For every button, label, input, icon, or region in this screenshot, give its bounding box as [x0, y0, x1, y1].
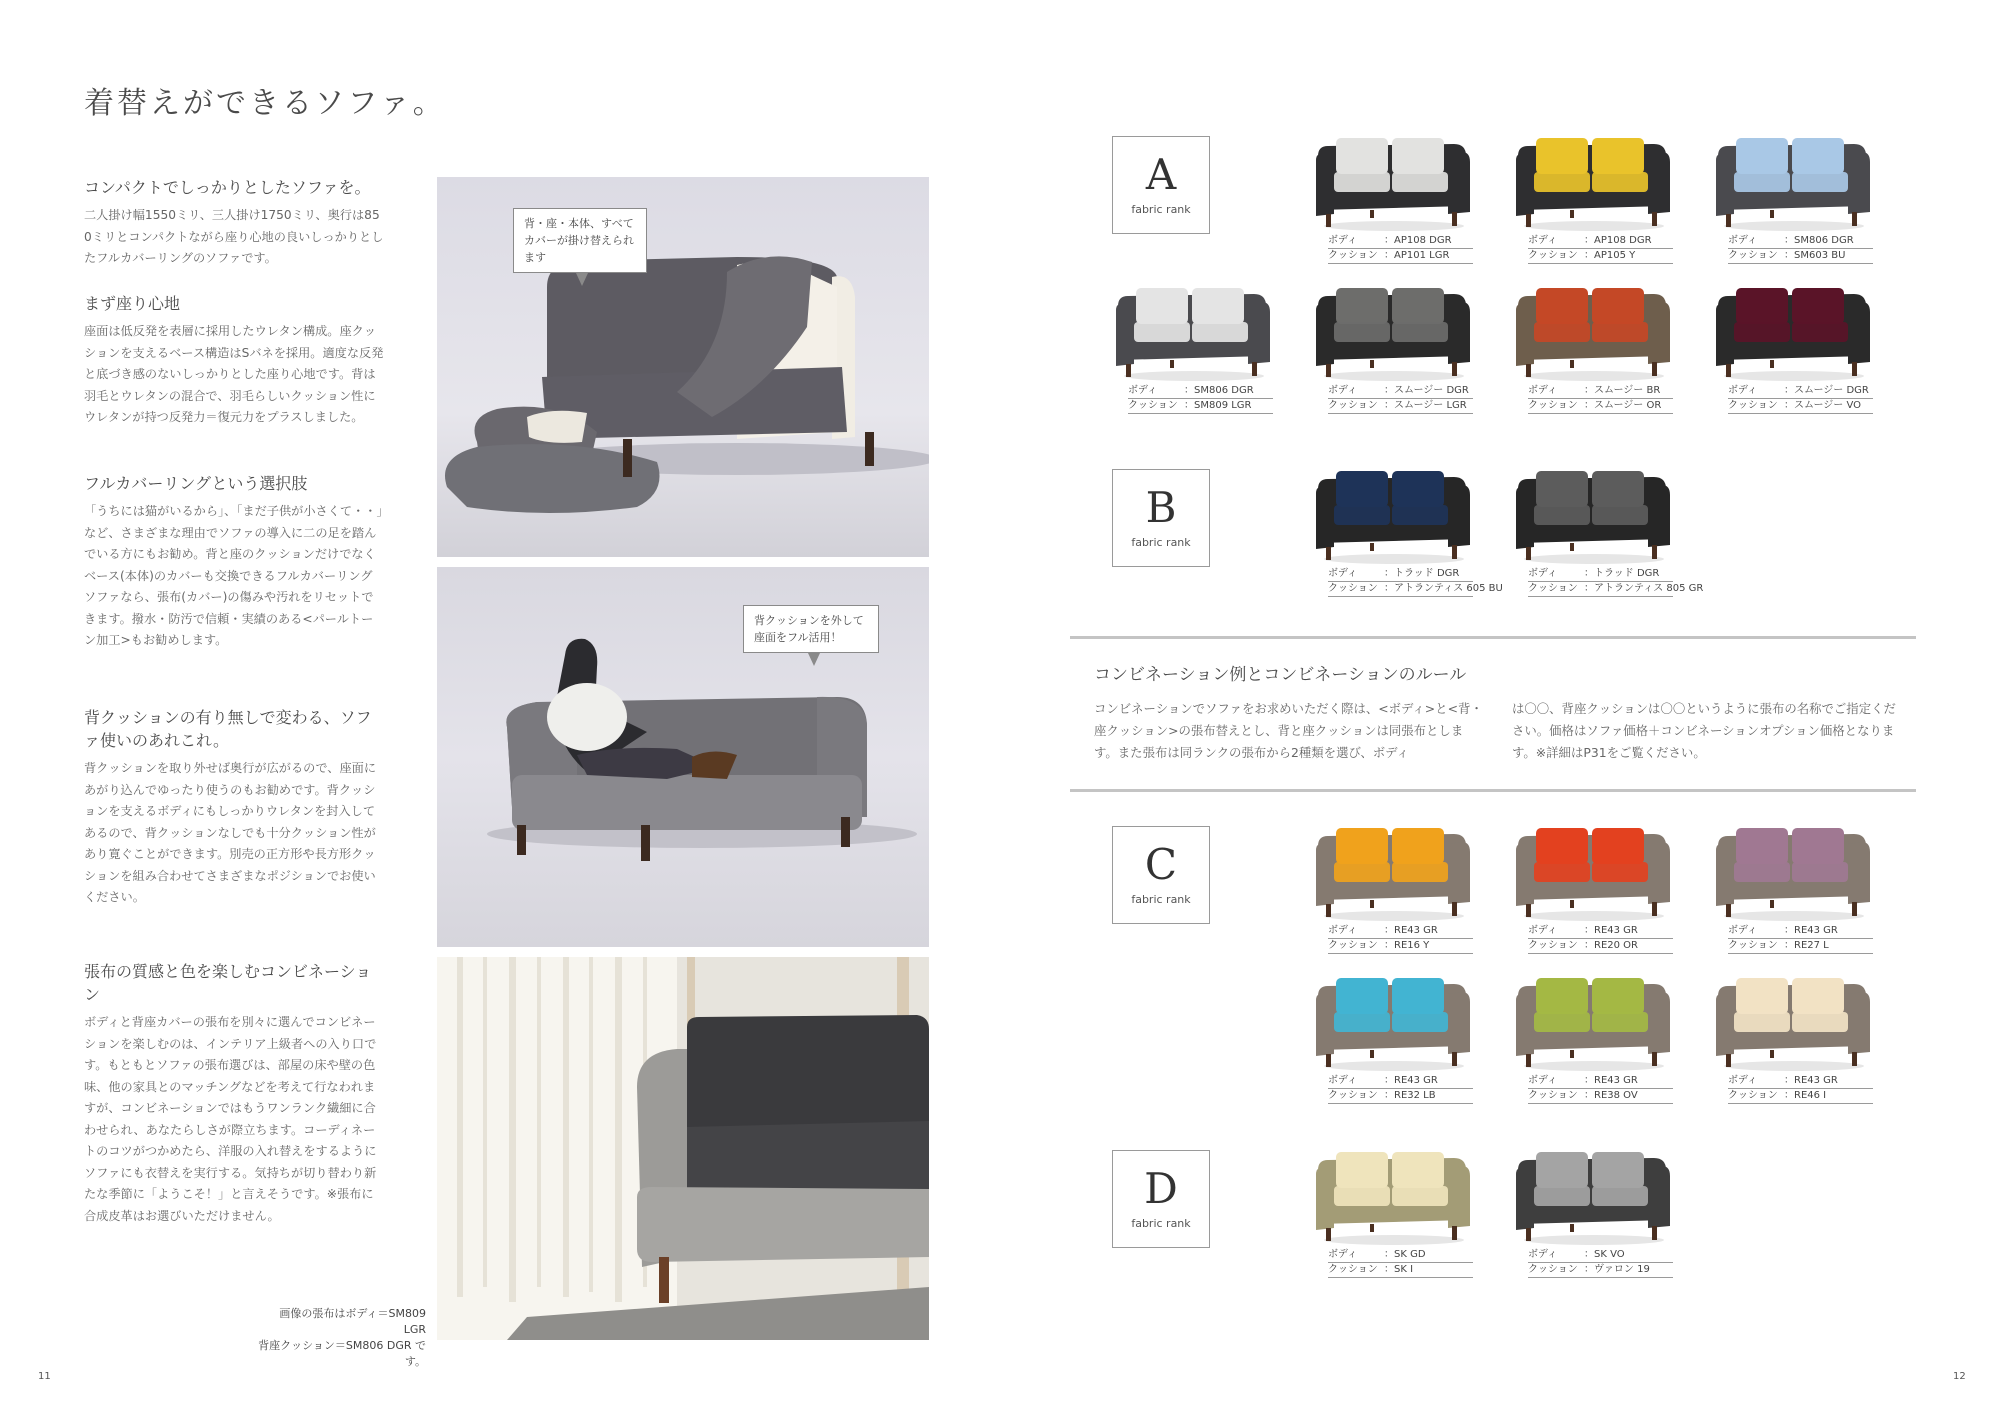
combination-title: コンビネーション例とコンビネーションのルール [1094, 665, 1467, 685]
spec-key: ボディ [1528, 568, 1558, 579]
spec-row-body [1528, 1074, 1673, 1089]
spec-key: クッション [1528, 1264, 1578, 1275]
fabric-spec [1528, 924, 1673, 954]
spec-row-body [1328, 567, 1473, 582]
fabric-spec [1528, 384, 1673, 414]
fabric-swatch [1712, 974, 1872, 1104]
spec-key: ボディ [1328, 1075, 1358, 1086]
spec-row-body [1728, 924, 1873, 939]
spec-key: クッション [1328, 1264, 1378, 1275]
sofa-swatch-image [1312, 1148, 1472, 1248]
spec-row-body [1328, 234, 1473, 249]
fabric-rank-a-label [1112, 136, 1210, 234]
spec-value: ：スムージー DGR [1384, 385, 1469, 396]
spec-value: ：トラッド DGR [1584, 568, 1660, 579]
spec-row-body [1528, 384, 1673, 399]
spec-value: ：スムージー DGR [1784, 385, 1869, 396]
spec-key: クッション [1528, 1090, 1578, 1101]
sofa-swatch-image [1312, 284, 1472, 384]
spec-row-body [1528, 567, 1673, 582]
spec-row-cushion [1528, 1263, 1673, 1278]
fabric-spec [1528, 1248, 1673, 1278]
sofa-swatch-image [1512, 1148, 1672, 1248]
spec-value: ：AP108 DGR [1384, 235, 1452, 246]
spec-row-body [1328, 924, 1473, 939]
spec-key: クッション [1728, 400, 1778, 411]
spec-value: ：RE32 LB [1384, 1090, 1436, 1101]
spec-value: ：SM809 LGR [1184, 400, 1252, 411]
fabric-spec [1128, 384, 1273, 414]
fabric-spec [1728, 924, 1873, 954]
fabric-spec [1528, 567, 1704, 597]
spec-key: クッション [1728, 940, 1778, 951]
rank-subtitle: fabric rank [1131, 893, 1191, 906]
comfort-section [84, 292, 384, 429]
fabric-spec [1528, 234, 1673, 264]
spec-key: ボディ [1528, 1249, 1558, 1260]
spec-key: クッション [1328, 583, 1378, 594]
spec-row-body [1528, 924, 1673, 939]
spec-key: ボディ [1328, 925, 1358, 936]
spec-key: ボディ [1328, 235, 1358, 246]
divider [1070, 636, 1916, 639]
spec-value: ：スムージー VO [1784, 400, 1862, 411]
spec-key: ボディ [1328, 1249, 1358, 1260]
sofa-swatch-image [1712, 134, 1872, 234]
fabric-swatch [1512, 134, 1672, 264]
page-number-right: 12 [1953, 1371, 1966, 1382]
sofa-swatch-image [1512, 824, 1672, 924]
spec-value: ：SM603 BU [1784, 250, 1846, 261]
fabric-swatch [1712, 284, 1872, 414]
fabric-rank-b-label [1112, 469, 1210, 567]
spec-value: ：SM806 DGR [1184, 385, 1254, 396]
spec-key: ボディ [1528, 235, 1558, 246]
section-heading: コンパクトでしっかりとしたソファを。 [84, 178, 371, 197]
spec-value: ：AP101 LGR [1384, 250, 1450, 261]
spec-row-body [1728, 1074, 1873, 1089]
sofa-swatch-image [1312, 467, 1472, 567]
spec-row-cushion [1328, 1263, 1473, 1278]
fabric-spec [1328, 384, 1473, 414]
spec-row-cushion [1728, 249, 1873, 264]
spec-key: クッション [1528, 940, 1578, 951]
fabric-spec [1328, 924, 1473, 954]
spec-value: ：RE43 GR [1584, 925, 1638, 936]
back-cushion-section [84, 706, 384, 909]
spec-key: クッション [1728, 250, 1778, 261]
fabric-spec [1328, 567, 1503, 597]
page-number-left: 11 [38, 1371, 51, 1382]
fabric-swatch [1312, 974, 1472, 1104]
spec-value: ：スムージー BR [1584, 385, 1661, 396]
spec-value: ：SK I [1384, 1264, 1414, 1275]
sofa-photo-closeup [437, 957, 929, 1340]
section-body: ボディと背座カバーの張布を別々に選んでコンビネーションを楽しむのは、インテリア上級者への入り口です。もともとソファの張布選びは、部屋の床や壁の色味、他の家具とのマッチングなどを考えて行なわれますが、コンビネーションではもうワンランク繊細に合わせられ、あなたらしさが際立ちます。コーディネートのコツがつかめたら、洋服の入れ替えをするようにソファにも衣替えを実行する。気持ちが切り替わり新たな季節に「ようこそ！」と言えそうです。※張布に合成皮革はお選びいただけません。 [84, 1015, 377, 1223]
section-body: 座面は低反発を表層に採用したウレタン構成。座クッションを支えるベース構造はSバネを採用。適度な反発と底づき感のないしっかりとした座り心地です。背は羽毛とウレタンの混合で、羽毛らしいクッション性にウレタンが持つ反発力＝復元力をプラスしました。 [84, 324, 384, 424]
spec-row-cushion [1528, 1089, 1673, 1104]
spec-row-cushion [1528, 249, 1673, 264]
spec-row-body [1328, 1248, 1473, 1263]
spec-row-body [1328, 1074, 1473, 1089]
spec-value: ：RE43 GR [1384, 1075, 1438, 1086]
sofa-swatch-image [1512, 134, 1672, 234]
spec-key: ボディ [1728, 235, 1758, 246]
fabric-spec [1728, 384, 1873, 414]
spec-row-cushion [1528, 939, 1673, 954]
spec-value: ：AP108 DGR [1584, 235, 1652, 246]
spec-key: クッション [1728, 1090, 1778, 1101]
sofa-photo-uncovered [437, 177, 929, 557]
photo-caption [256, 1306, 426, 1370]
spec-row-cushion [1328, 1089, 1473, 1104]
spec-key: ボディ [1728, 925, 1758, 936]
rank-letter: B [1145, 483, 1177, 532]
rank-letter: D [1144, 1164, 1178, 1213]
spec-key: クッション [1528, 400, 1578, 411]
intro-section [84, 176, 384, 270]
spec-row-body [1128, 384, 1273, 399]
fabric-rank-d-label [1112, 1150, 1210, 1248]
fabric-swatch [1512, 284, 1672, 414]
spec-key: クッション [1528, 583, 1578, 594]
spec-value: ：アトランティス 805 GR [1584, 583, 1704, 594]
fabric-swatch [1512, 824, 1672, 954]
section-heading: フルカバーリングという選択肢 [84, 474, 308, 493]
sofa-swatch-image [1112, 284, 1272, 384]
sofa-swatch-image [1512, 467, 1672, 567]
spec-row-cushion [1728, 399, 1873, 414]
combination-text-col2: は〇〇、背座クッションは〇〇というように張布の名称でご指定ください。価格はソファ価格＋コンビネーションオプション価格となります。※詳細はP31をご覧ください。 [1512, 701, 1896, 760]
spec-row-cushion [1728, 1089, 1873, 1104]
fabric-spec [1528, 1074, 1673, 1104]
spec-value: ：スムージー LGR [1384, 400, 1467, 411]
spec-value: ：スムージー OR [1584, 400, 1662, 411]
spec-row-body [1728, 234, 1873, 249]
spec-value: ：RE46 I [1784, 1090, 1827, 1101]
section-heading: 張布の質感と色を楽しむコンビネーション [84, 962, 372, 1004]
spec-key: ボディ [1528, 1075, 1558, 1086]
section-body: 「うちには猫がいるから」、「まだ子供が小さくて・・」など、さまざまな理由でソファの導入に二の足を踏んでいる方にもお勧め。背と座のクッションだけでなくベース(本体)のカバーも交換できるフルカバーリングソファなら、張布(カバー)の傷みや汚れをリセットできます。撥水・防汚で信頼・実績のある<パールトーン加工>もお勧めします。 [84, 504, 383, 647]
spec-value: ：RE43 GR [1784, 1075, 1838, 1086]
fabric-swatch [1112, 284, 1272, 414]
fabric-spec [1328, 1074, 1473, 1104]
combination-section [84, 960, 384, 1227]
fabric-swatch [1312, 134, 1472, 264]
fabric-rank-c-label [1112, 826, 1210, 924]
spec-value: ：アトランティス 605 BU [1384, 583, 1503, 594]
sofa-swatch-image [1712, 974, 1872, 1074]
section-body: 背クッションを取り外せば奥行が広がるので、座面にあがり込んでゆったり使うのもお勧めです。背クッションを支えるボディにもしっかりウレタンを封入してあるので、背クッションなしでも十分クッション性があり寛ぐことができます。別売の正方形や長方形クッションを組み合わせてさまざまなポジションでお使いください。 [84, 761, 377, 904]
spec-key: クッション [1328, 1090, 1378, 1101]
sofa-swatch-image [1312, 134, 1472, 234]
spec-row-cushion [1328, 582, 1503, 597]
fabric-spec [1728, 234, 1873, 264]
spec-row-cushion [1328, 939, 1473, 954]
combination-text-col1: コンビネーションでソファをお求めいただく際は、<ボディ>と<背・座クッション>の張布替えとし、背と座クッションは同張布とします。また張布は同ランクの張布から2種類を選び、ボディ [1094, 701, 1483, 760]
spec-value: ：トラッド DGR [1384, 568, 1460, 579]
spec-key: クッション [1328, 940, 1378, 951]
sofa-swatch-image [1312, 824, 1472, 924]
caption-line: 画像の張布はボディ＝SM809 LGR [279, 1307, 426, 1336]
spec-key: ボディ [1728, 1075, 1758, 1086]
spec-value: ：RE43 GR [1384, 925, 1438, 936]
fabric-swatch [1512, 1148, 1672, 1278]
divider [1070, 789, 1916, 792]
sofa-swatch-image [1712, 284, 1872, 384]
spec-value: ：RE43 GR [1784, 925, 1838, 936]
rank-letter: C [1144, 840, 1178, 889]
speech-bubble: 背・座・本体、すべてカバーが掛け替えられます [513, 208, 647, 273]
spec-value: ：RE38 OV [1584, 1090, 1638, 1101]
fabric-swatch [1312, 824, 1472, 954]
spec-key: ボディ [1528, 385, 1558, 396]
rank-subtitle: fabric rank [1131, 1217, 1191, 1230]
spec-value: ：RE43 GR [1584, 1075, 1638, 1086]
spec-key: ボディ [1328, 568, 1358, 579]
spec-key: ボディ [1728, 385, 1758, 396]
spec-row-cushion [1528, 582, 1704, 597]
spec-value: ：RE20 OR [1584, 940, 1638, 951]
fabric-spec [1328, 234, 1473, 264]
spec-row-body [1328, 384, 1473, 399]
spec-row-cushion [1328, 399, 1473, 414]
fabric-spec [1328, 1248, 1473, 1278]
spec-key: クッション [1328, 250, 1378, 261]
spec-key: ボディ [1128, 385, 1158, 396]
caption-line: 背座クッション＝SM806 DGR です。 [258, 1339, 426, 1368]
covering-section [84, 472, 384, 652]
spec-value: ：SM806 DGR [1784, 235, 1854, 246]
sofa-swatch-image [1512, 974, 1672, 1074]
spec-key: ボディ [1328, 385, 1358, 396]
spec-value: ：SK VO [1584, 1249, 1625, 1260]
spec-row-cushion [1728, 939, 1873, 954]
sofa-swatch-image [1312, 974, 1472, 1074]
sofa-swatch-image [1712, 824, 1872, 924]
section-heading: 背クッションの有り無しで変わる、ソファ使いのあれこれ。 [84, 708, 372, 750]
spec-value: ：SK GD [1384, 1249, 1426, 1260]
sofa-photo-person [437, 567, 929, 947]
spec-value: ：RE16 Y [1384, 940, 1430, 951]
spec-row-cushion [1528, 399, 1673, 414]
speech-bubble: 背クッションを外して座面をフル活用！ [743, 605, 879, 653]
fabric-swatch [1512, 974, 1672, 1104]
rank-letter: A [1145, 150, 1177, 199]
fabric-swatch [1312, 284, 1472, 414]
section-body: 二人掛け幅1550ミリ、三人掛け1750ミリ、奥行は850ミリとコンパクトながら座り心地の良いしっかりとしたフルカバーリングのソファです。 [84, 208, 384, 265]
spec-row-cushion [1328, 249, 1473, 264]
spec-key: クッション [1128, 400, 1178, 411]
spec-value: ：RE27 L [1784, 940, 1829, 951]
rank-subtitle: fabric rank [1131, 203, 1191, 216]
fabric-swatch [1312, 467, 1503, 597]
section-heading: まず座り心地 [84, 294, 181, 313]
spec-row-cushion [1128, 399, 1273, 414]
rank-subtitle: fabric rank [1131, 536, 1191, 549]
fabric-swatch [1312, 1148, 1472, 1278]
spec-key: ボディ [1528, 925, 1558, 936]
fabric-swatch [1712, 134, 1872, 264]
spec-row-body [1528, 234, 1673, 249]
fabric-swatch [1712, 824, 1872, 954]
fabric-spec [1728, 1074, 1873, 1104]
spec-value: ：AP105 Y [1584, 250, 1636, 261]
spec-row-body [1528, 1248, 1673, 1263]
spec-key: クッション [1328, 400, 1378, 411]
sofa-swatch-image [1512, 284, 1672, 384]
page-title: 着替えができるソファ。 [84, 86, 446, 121]
spec-key: クッション [1528, 250, 1578, 261]
spec-row-body [1728, 384, 1873, 399]
fabric-swatch [1512, 467, 1704, 597]
spec-value: ：ヴァロン 19 [1584, 1264, 1650, 1275]
